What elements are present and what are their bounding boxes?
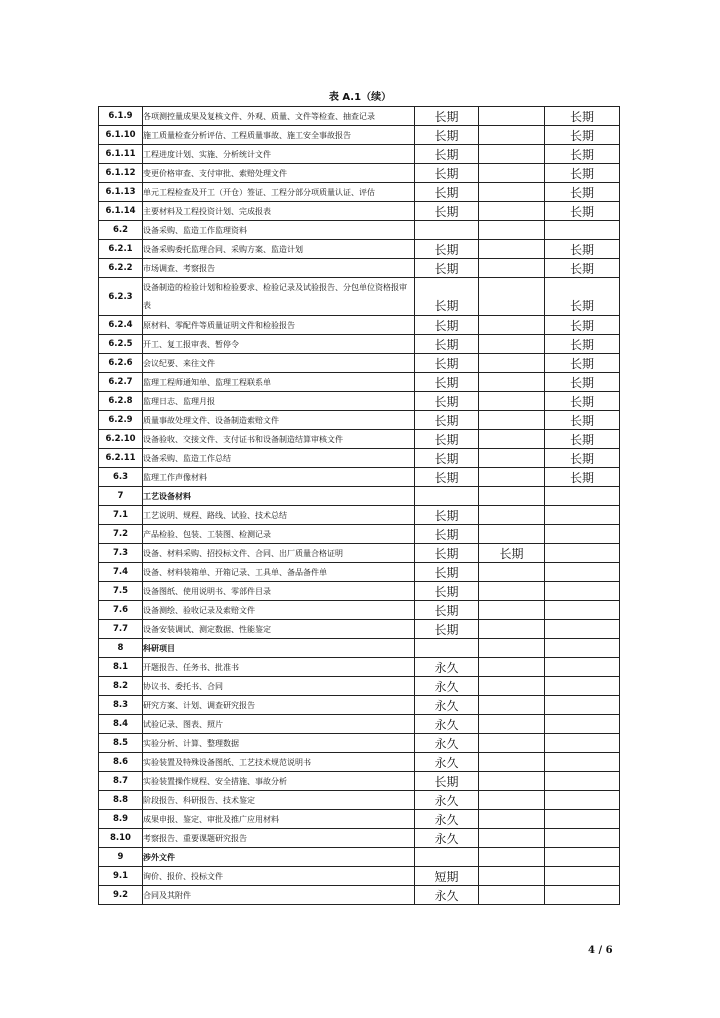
table-row bbox=[99, 544, 620, 563]
table-caption: 表 A.1（续） bbox=[328, 92, 392, 103]
retention-col-1: 长期 bbox=[415, 202, 479, 221]
row-code: 6.2.8 bbox=[99, 392, 143, 411]
retention-col-1: 短期 bbox=[415, 867, 479, 886]
retention-col-2 bbox=[479, 164, 545, 183]
row-code: 6.2.1 bbox=[99, 240, 143, 259]
retention-col-3 bbox=[545, 582, 620, 601]
retention-col-2 bbox=[479, 373, 545, 392]
retention-col-1: 长期 bbox=[415, 278, 479, 316]
row-code: 7.1 bbox=[99, 506, 143, 525]
retention-col-3: 长期 bbox=[545, 430, 620, 449]
row-code: 8.9 bbox=[99, 810, 143, 829]
retention-col-2 bbox=[479, 430, 545, 449]
row-description: 询价、报价、投标文件 bbox=[143, 867, 415, 886]
retention-col-1: 长期 bbox=[415, 506, 479, 525]
row-description: 各项测控量成果及复核文件、外观、质量、文件等检查、抽查记录 bbox=[143, 107, 415, 126]
retention-col-2 bbox=[479, 848, 545, 867]
retention-col-1: 长期 bbox=[415, 601, 479, 620]
retention-col-3 bbox=[545, 620, 620, 639]
retention-col-3 bbox=[545, 791, 620, 810]
retention-col-2 bbox=[479, 753, 545, 772]
table-row bbox=[99, 715, 620, 734]
row-description: 工程进度计划、实施、分析统计文件 bbox=[143, 145, 415, 164]
retention-col-2 bbox=[479, 639, 545, 658]
row-description: 设备采购委托监理合同、采购方案、监造计划 bbox=[143, 240, 415, 259]
retention-col-2 bbox=[479, 107, 545, 126]
row-code: 6.2.7 bbox=[99, 373, 143, 392]
table-row bbox=[99, 392, 620, 411]
retention-col-3: 长期 bbox=[545, 202, 620, 221]
retention-col-2 bbox=[479, 886, 545, 905]
retention-col-3: 长期 bbox=[545, 449, 620, 468]
row-code: 8 bbox=[99, 639, 143, 658]
table-row bbox=[99, 411, 620, 430]
retention-col-2 bbox=[479, 183, 545, 202]
row-description: 质量事故处理文件、设备制造索赔文件 bbox=[143, 411, 415, 430]
retention-col-3 bbox=[545, 886, 620, 905]
row-description: 实验装置操作规程、安全措施、事故分析 bbox=[143, 772, 415, 791]
retention-col-1: 长期 bbox=[415, 772, 479, 791]
table-row bbox=[99, 772, 620, 791]
retention-col-1: 永久 bbox=[415, 658, 479, 677]
row-description: 设备采购、监造工作总结 bbox=[143, 449, 415, 468]
retention-col-3 bbox=[545, 525, 620, 544]
retention-col-1 bbox=[415, 639, 479, 658]
row-description: 市场调查、考察报告 bbox=[143, 259, 415, 278]
table-row bbox=[99, 373, 620, 392]
row-description: 施工质量检查分析评估、工程质量事故、施工安全事故报告 bbox=[143, 126, 415, 145]
table-row bbox=[99, 525, 620, 544]
row-description: 合同及其附件 bbox=[143, 886, 415, 905]
table-row bbox=[99, 335, 620, 354]
retention-col-1 bbox=[415, 487, 479, 506]
row-description: 设备采购、监造工作监理资料 bbox=[143, 221, 415, 240]
row-code: 8.6 bbox=[99, 753, 143, 772]
retention-col-3: 长期 bbox=[545, 278, 620, 316]
retention-col-1 bbox=[415, 221, 479, 240]
retention-col-3 bbox=[545, 848, 620, 867]
table-row bbox=[99, 601, 620, 620]
retention-col-1: 长期 bbox=[415, 145, 479, 164]
row-code: 6.2.3 bbox=[99, 278, 143, 316]
retention-col-2 bbox=[479, 810, 545, 829]
retention-col-3: 长期 bbox=[545, 354, 620, 373]
row-description: 考察报告、重要课题研究报告 bbox=[143, 829, 415, 848]
retention-col-3 bbox=[545, 829, 620, 848]
retention-col-3 bbox=[545, 487, 620, 506]
retention-col-3: 长期 bbox=[545, 411, 620, 430]
retention-col-1: 长期 bbox=[415, 525, 479, 544]
row-code: 9.2 bbox=[99, 886, 143, 905]
retention-col-1: 长期 bbox=[415, 259, 479, 278]
retention-col-2 bbox=[479, 601, 545, 620]
retention-col-1: 长期 bbox=[415, 468, 479, 487]
retention-col-3 bbox=[545, 563, 620, 582]
row-code: 7.5 bbox=[99, 582, 143, 601]
row-description: 监理工程师通知单、监理工程联系单 bbox=[143, 373, 415, 392]
retention-col-1: 长期 bbox=[415, 164, 479, 183]
row-code: 7.2 bbox=[99, 525, 143, 544]
retention-col-2 bbox=[479, 278, 545, 316]
table-row bbox=[99, 810, 620, 829]
retention-col-3 bbox=[545, 715, 620, 734]
retention-col-3: 长期 bbox=[545, 164, 620, 183]
row-code: 8.2 bbox=[99, 677, 143, 696]
row-description: 原材料、零配件等质量证明文件和检验报告 bbox=[143, 316, 415, 335]
retention-col-1: 长期 bbox=[415, 373, 479, 392]
table-row bbox=[99, 107, 620, 126]
retention-col-3: 长期 bbox=[545, 126, 620, 145]
row-code: 8.1 bbox=[99, 658, 143, 677]
retention-col-2 bbox=[479, 468, 545, 487]
retention-col-1: 永久 bbox=[415, 886, 479, 905]
retention-col-2 bbox=[479, 449, 545, 468]
retention-col-2 bbox=[479, 487, 545, 506]
retention-col-3: 长期 bbox=[545, 240, 620, 259]
retention-col-3 bbox=[545, 867, 620, 886]
retention-col-3 bbox=[545, 639, 620, 658]
retention-col-2 bbox=[479, 734, 545, 753]
table-row bbox=[99, 753, 620, 772]
retention-col-2 bbox=[479, 259, 545, 278]
retention-col-3 bbox=[545, 696, 620, 715]
table-row bbox=[99, 848, 620, 867]
row-description: 协议书、委托书、合同 bbox=[143, 677, 415, 696]
row-description: 监理日志、监理月报 bbox=[143, 392, 415, 411]
row-description: 阶段报告、科研报告、技术鉴定 bbox=[143, 791, 415, 810]
retention-col-1: 长期 bbox=[415, 392, 479, 411]
retention-col-1: 永久 bbox=[415, 696, 479, 715]
table-row bbox=[99, 354, 620, 373]
table-body bbox=[99, 107, 620, 905]
row-description: 设备测绘、验收记录及索赔文件 bbox=[143, 601, 415, 620]
retention-col-3 bbox=[545, 772, 620, 791]
row-code: 6.2 bbox=[99, 221, 143, 240]
row-code: 6.2.4 bbox=[99, 316, 143, 335]
row-description: 实验分析、计算、整理数据 bbox=[143, 734, 415, 753]
row-description: 会议纪要、来往文件 bbox=[143, 354, 415, 373]
retention-col-2 bbox=[479, 506, 545, 525]
row-code: 6.1.9 bbox=[99, 107, 143, 126]
retention-col-3: 长期 bbox=[545, 259, 620, 278]
row-description: 设备安装调试、测定数据、性能鉴定 bbox=[143, 620, 415, 639]
retention-col-2 bbox=[479, 715, 545, 734]
retention-col-2 bbox=[479, 126, 545, 145]
retention-col-3 bbox=[545, 601, 620, 620]
row-description: 单元工程检查及开工（开仓）签证、工程分部分项质量认证、评估 bbox=[143, 183, 415, 202]
row-code: 6.2.2 bbox=[99, 259, 143, 278]
row-description: 涉外文件 bbox=[143, 848, 415, 867]
retention-col-3: 长期 bbox=[545, 107, 620, 126]
retention-col-3: 长期 bbox=[545, 316, 620, 335]
row-code: 7.7 bbox=[99, 620, 143, 639]
retention-col-2 bbox=[479, 392, 545, 411]
retention-col-3 bbox=[545, 734, 620, 753]
retention-col-3 bbox=[545, 506, 620, 525]
retention-col-2 bbox=[479, 620, 545, 639]
retention-col-1: 长期 bbox=[415, 183, 479, 202]
retention-col-1: 长期 bbox=[415, 430, 479, 449]
row-code: 8.10 bbox=[99, 829, 143, 848]
retention-col-3 bbox=[545, 221, 620, 240]
table-row bbox=[99, 563, 620, 582]
table-row bbox=[99, 183, 620, 202]
retention-col-1: 长期 bbox=[415, 126, 479, 145]
row-code: 8.8 bbox=[99, 791, 143, 810]
retention-col-1 bbox=[415, 848, 479, 867]
retention-col-1: 长期 bbox=[415, 411, 479, 430]
retention-col-2 bbox=[479, 772, 545, 791]
row-code: 8.7 bbox=[99, 772, 143, 791]
row-description: 科研项目 bbox=[143, 639, 415, 658]
retention-col-2 bbox=[479, 354, 545, 373]
retention-col-1: 长期 bbox=[415, 354, 479, 373]
retention-col-3: 长期 bbox=[545, 335, 620, 354]
table-row bbox=[99, 316, 620, 335]
retention-table bbox=[98, 106, 620, 905]
row-code: 8.3 bbox=[99, 696, 143, 715]
row-description: 研究方案、计划、调查研究报告 bbox=[143, 696, 415, 715]
page-number: 4 / 6 bbox=[588, 945, 613, 956]
retention-col-2 bbox=[479, 202, 545, 221]
table-row bbox=[99, 126, 620, 145]
retention-col-1: 永久 bbox=[415, 753, 479, 772]
retention-col-3: 长期 bbox=[545, 145, 620, 164]
retention-col-2 bbox=[479, 240, 545, 259]
retention-col-2 bbox=[479, 677, 545, 696]
row-code: 7.6 bbox=[99, 601, 143, 620]
retention-col-1: 长期 bbox=[415, 240, 479, 259]
table-row bbox=[99, 449, 620, 468]
table-row bbox=[99, 259, 620, 278]
retention-col-1: 永久 bbox=[415, 734, 479, 753]
retention-col-2 bbox=[479, 791, 545, 810]
row-description: 工艺设备材料 bbox=[143, 487, 415, 506]
row-code: 9.1 bbox=[99, 867, 143, 886]
row-description: 实验装置及特殊设备图纸、工艺技术规范说明书 bbox=[143, 753, 415, 772]
retention-col-3 bbox=[545, 658, 620, 677]
retention-col-3: 长期 bbox=[545, 392, 620, 411]
table-row bbox=[99, 487, 620, 506]
table-row bbox=[99, 278, 620, 316]
row-description: 设备制造的检验计划和检验要求、检验记录及试验报告、分包单位资格报审表 bbox=[143, 278, 415, 316]
retention-col-2 bbox=[479, 829, 545, 848]
row-description: 设备验收、交接文件、支付证书和设备制造结算审核文件 bbox=[143, 430, 415, 449]
row-description: 开题报告、任务书、批准书 bbox=[143, 658, 415, 677]
retention-col-1: 长期 bbox=[415, 335, 479, 354]
retention-col-2 bbox=[479, 411, 545, 430]
retention-col-1: 长期 bbox=[415, 620, 479, 639]
row-code: 6.2.6 bbox=[99, 354, 143, 373]
table-row bbox=[99, 886, 620, 905]
row-description: 成果申报、鉴定、审批及推广应用材料 bbox=[143, 810, 415, 829]
row-description: 监理工作声像材料 bbox=[143, 468, 415, 487]
table-row bbox=[99, 221, 620, 240]
row-description: 设备图纸、使用说明书、零部件目录 bbox=[143, 582, 415, 601]
retention-col-2: 长期 bbox=[479, 544, 545, 563]
row-description: 设备、材料装箱单、开箱记录、工具单、备品备件单 bbox=[143, 563, 415, 582]
retention-col-3 bbox=[545, 544, 620, 563]
table-row bbox=[99, 240, 620, 259]
table-row bbox=[99, 430, 620, 449]
table-row bbox=[99, 658, 620, 677]
row-code: 7.4 bbox=[99, 563, 143, 582]
row-description: 开工、复工报审表、暂停令 bbox=[143, 335, 415, 354]
row-description: 变更价格审查、支付审批、索赔处理文件 bbox=[143, 164, 415, 183]
table-row bbox=[99, 734, 620, 753]
table-row bbox=[99, 867, 620, 886]
retention-col-1: 长期 bbox=[415, 582, 479, 601]
retention-col-2 bbox=[479, 696, 545, 715]
retention-col-1: 永久 bbox=[415, 829, 479, 848]
table-row bbox=[99, 202, 620, 221]
retention-col-1: 永久 bbox=[415, 791, 479, 810]
row-code: 9 bbox=[99, 848, 143, 867]
table-row bbox=[99, 829, 620, 848]
table-row bbox=[99, 639, 620, 658]
retention-col-1: 长期 bbox=[415, 563, 479, 582]
retention-col-2 bbox=[479, 582, 545, 601]
table-row bbox=[99, 620, 620, 639]
row-description: 产品检验、包装、工装图、检测记录 bbox=[143, 525, 415, 544]
retention-col-1: 永久 bbox=[415, 677, 479, 696]
table-row bbox=[99, 582, 620, 601]
row-code: 8.5 bbox=[99, 734, 143, 753]
retention-col-1: 长期 bbox=[415, 449, 479, 468]
retention-col-2 bbox=[479, 335, 545, 354]
retention-col-2 bbox=[479, 658, 545, 677]
row-code: 6.2.11 bbox=[99, 449, 143, 468]
row-code: 6.1.14 bbox=[99, 202, 143, 221]
retention-col-2 bbox=[479, 316, 545, 335]
row-code: 6.1.13 bbox=[99, 183, 143, 202]
row-code: 7.3 bbox=[99, 544, 143, 563]
row-code: 6.1.11 bbox=[99, 145, 143, 164]
retention-col-1: 长期 bbox=[415, 107, 479, 126]
row-code: 8.4 bbox=[99, 715, 143, 734]
row-description: 主要材料及工程投资计划、完成报表 bbox=[143, 202, 415, 221]
row-code: 6.2.5 bbox=[99, 335, 143, 354]
retention-col-2 bbox=[479, 525, 545, 544]
retention-col-2 bbox=[479, 563, 545, 582]
row-code: 6.1.10 bbox=[99, 126, 143, 145]
retention-col-3: 长期 bbox=[545, 468, 620, 487]
row-code: 6.2.10 bbox=[99, 430, 143, 449]
retention-col-1: 长期 bbox=[415, 316, 479, 335]
retention-col-2 bbox=[479, 145, 545, 164]
retention-col-2 bbox=[479, 221, 545, 240]
row-code: 6.3 bbox=[99, 468, 143, 487]
retention-col-1: 永久 bbox=[415, 715, 479, 734]
row-code: 6.1.12 bbox=[99, 164, 143, 183]
row-code: 6.2.9 bbox=[99, 411, 143, 430]
row-description: 设备、材料采购、招投标文件、合同、出厂质量合格证明 bbox=[143, 544, 415, 563]
retention-col-3 bbox=[545, 753, 620, 772]
table-row bbox=[99, 791, 620, 810]
table-row bbox=[99, 145, 620, 164]
table-row bbox=[99, 677, 620, 696]
table-row bbox=[99, 506, 620, 525]
retention-col-1: 长期 bbox=[415, 544, 479, 563]
table-row bbox=[99, 468, 620, 487]
retention-col-3: 长期 bbox=[545, 373, 620, 392]
row-description: 工艺说明、规程、路线、试验、技术总结 bbox=[143, 506, 415, 525]
table-row bbox=[99, 164, 620, 183]
retention-col-2 bbox=[479, 867, 545, 886]
row-description: 试验记录、图表、照片 bbox=[143, 715, 415, 734]
retention-col-1: 永久 bbox=[415, 810, 479, 829]
retention-col-3: 长期 bbox=[545, 183, 620, 202]
table-row bbox=[99, 696, 620, 715]
retention-col-3 bbox=[545, 810, 620, 829]
row-code: 7 bbox=[99, 487, 143, 506]
retention-col-3 bbox=[545, 677, 620, 696]
